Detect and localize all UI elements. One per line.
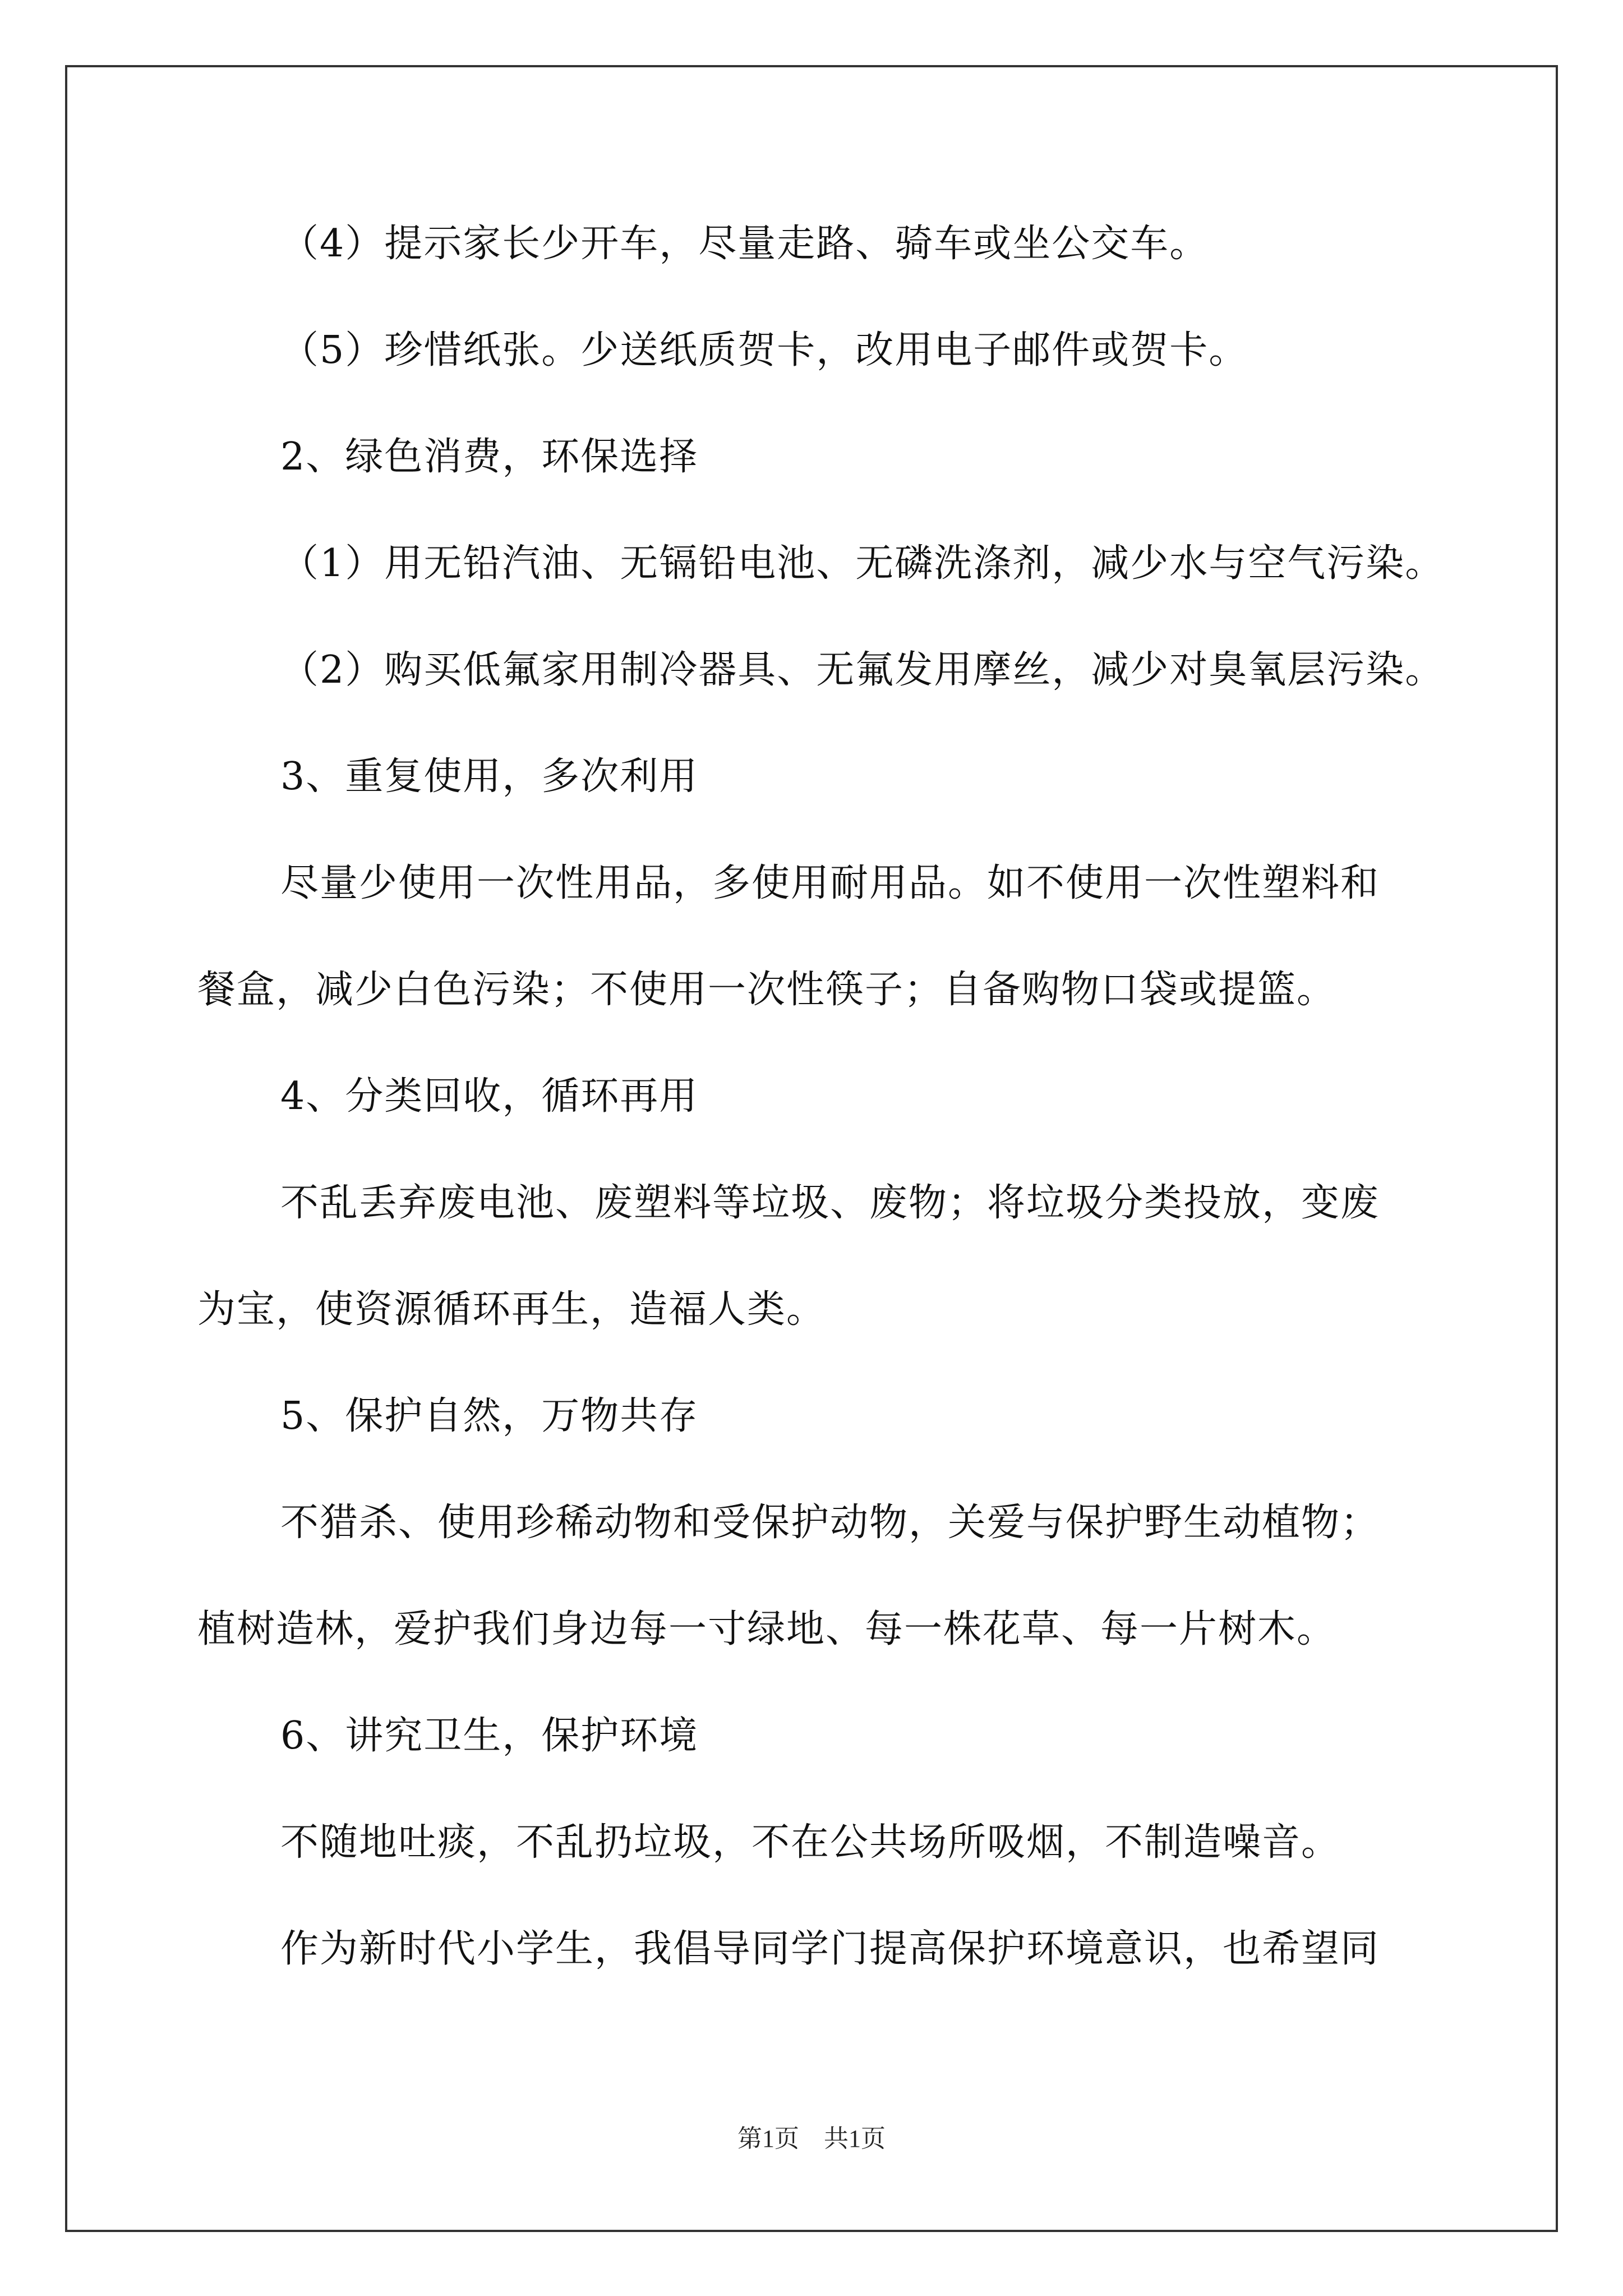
- section-heading: 5、保护自然，万物共存: [280, 1394, 699, 1438]
- paragraph-line: （4）提示家长少开车，尽量走路、骑车或坐公交车。: [280, 222, 1209, 266]
- paragraph-line: （1）用无铅汽油、无镉铅电池、无磷洗涤剂，减少水与空气污染。: [280, 541, 1445, 586]
- paragraph-line: （2）购买低氟家用制冷器具、无氟发用摩丝，减少对臭氧层污染。: [280, 648, 1445, 692]
- paragraph-line: 不乱丢弃废电池、废塑料等垃圾、废物；将垃圾分类投放，变废: [280, 1181, 1380, 1225]
- page-footer: 第1页 共1页: [737, 2125, 886, 2152]
- section-heading: 3、重复使用，多次利用: [280, 754, 699, 799]
- paragraph-line: 植树造林，爱护我们身边每一寸绿地、每一株花草、每一片树木。: [197, 1607, 1336, 1651]
- paragraph-line: 为宝，使资源循环再生，造福人类。: [197, 1287, 826, 1332]
- paragraph-line: 不猎杀、使用珍稀动物和受保护动物，关爱与保护野生动植物；: [280, 1501, 1380, 1545]
- paragraph-line: 尽量少使用一次性用品，多使用耐用品。如不使用一次性塑料和: [280, 861, 1380, 905]
- paragraph-line: 作为新时代小学生，我倡导同学门提高保护环境意识，也希望同: [280, 1927, 1380, 1971]
- paragraph-line: 餐盒，减少白色污染；不使用一次性筷子；自备购物口袋或提篮。: [197, 968, 1336, 1012]
- page-border: [65, 65, 1558, 2232]
- section-heading: 6、讲究卫生，保护环境: [280, 1714, 699, 1758]
- paragraph-line: （5）珍惜纸张。少送纸质贺卡，改用电子邮件或贺卡。: [280, 328, 1248, 372]
- section-heading: 4、分类回收，循环再用: [280, 1074, 699, 1119]
- paragraph-line: 不随地吐痰，不乱扔垃圾，不在公共场所吸烟，不制造噪音。: [280, 1820, 1341, 1865]
- section-heading: 2、绿色消费，环保选择: [280, 435, 699, 479]
